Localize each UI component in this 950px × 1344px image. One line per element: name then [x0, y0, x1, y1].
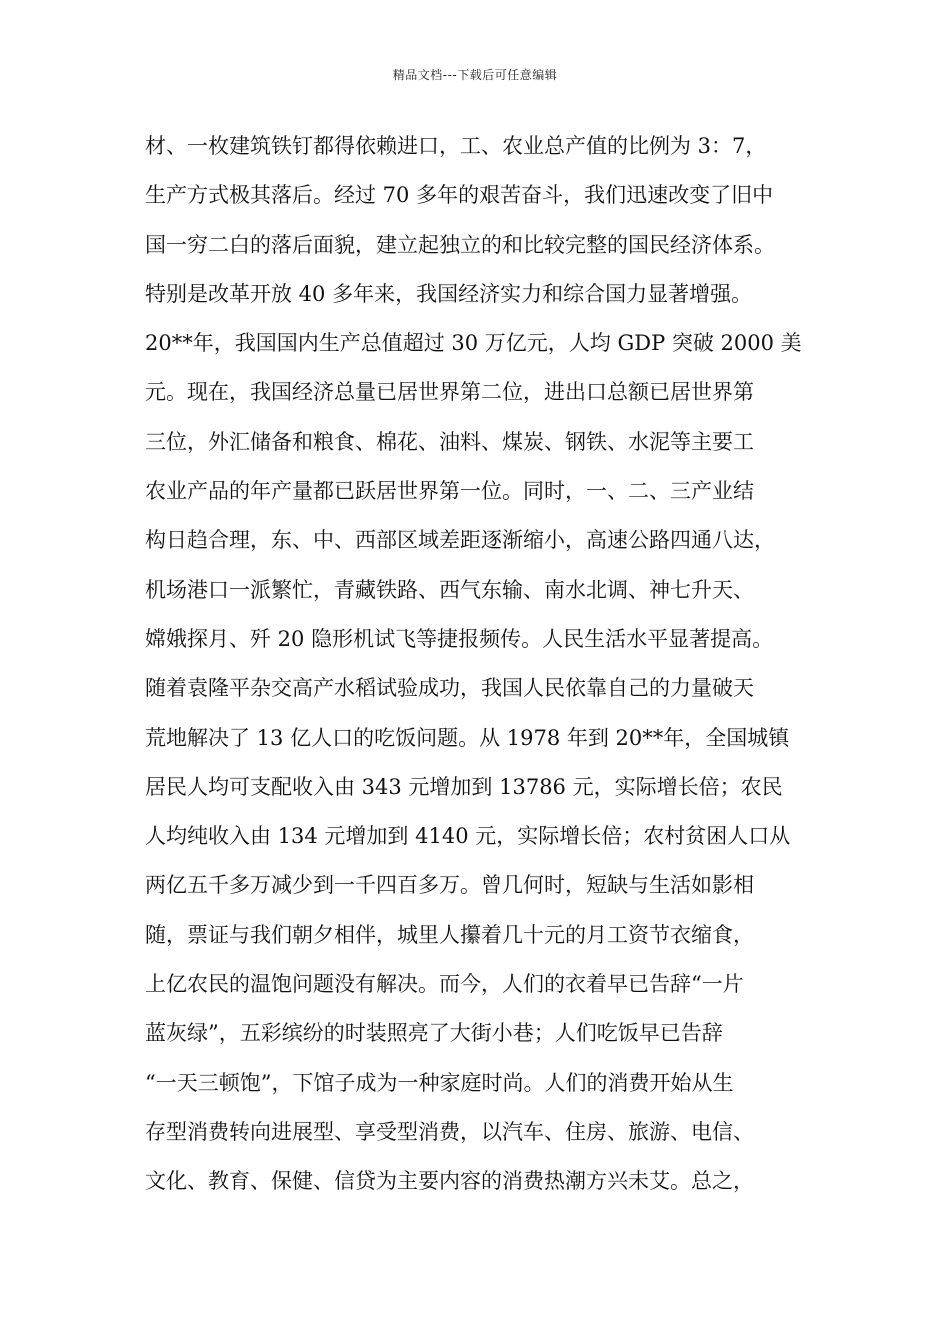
body-line: 文化、教育、保健、信贷为主要内容的消费热潮方兴未艾。总之， [145, 1169, 754, 1194]
body-line: 20**年，我国国内生产总值超过 30 万亿元，人均 GDP 突破 2000 美 [145, 331, 802, 356]
body-line: 荒地解决了 13 亿人口的吃饭问题。从 1978 年到 20**年，全国城镇 [145, 725, 790, 750]
body-line: 国一穷二白的落后面貌，建立起独立的和比较完整的国民经济体系。 [145, 232, 775, 257]
body-line: 三位，外汇储备和粮食、棉花、油料、煤炭、钢铁、水泥等主要工 [145, 429, 754, 454]
body-line: 居民人均可支配收入由 343 元增加到 13786 元，实际增长倍；农民 [145, 774, 783, 799]
body-line: 元。现在，我国经济总量已居世界第二位，进出口总额已居世界第 [145, 380, 754, 405]
page-header: 精品文档---下载后可任意编辑 [392, 68, 558, 82]
body-line: 材、一枚建筑铁钉都得依赖进口，工、农业总产值的比例为 3：7， [145, 134, 767, 158]
body-line: 构日趋合理，东、中、西部区域差距逐渐缩小，高速公路四通八达， [145, 528, 775, 553]
body-line: 存型消费转向进展型、享受型消费，以汽车、住房、旅游、电信、 [145, 1119, 754, 1144]
body-line: 随，票证与我们朝夕相伴，城里人攥着几十元的月工资节衣缩食， [145, 922, 754, 947]
body-line: 人均纯收入由 134 元增加到 4140 元，实际增长倍；农村贫困人口从 [145, 824, 791, 849]
body-line: 上亿农民的温饱问题没有解决。而今，人们的衣着早已告辞“一片 [145, 972, 744, 997]
body-line: 农业产品的年产量都已跃居世界第一位。同时，一、二、三产业结 [145, 479, 754, 504]
body-line: 蓝灰绿”，五彩缤纷的时装照亮了大街小巷；人们吃饭早已告辞 [145, 1021, 723, 1046]
body-line: 嫦娥探月、歼 20 隐形机试飞等捷报频传。人民生活水平显著提高。 [145, 626, 774, 651]
body-line: 两亿五千多万减少到一千四百多万。曾几何时，短缺与生活如影相 [145, 873, 754, 898]
body-line: 机场港口一派繁忙，青藏铁路、西气东输、南水北调、神七升天、 [145, 577, 754, 602]
body-line: 特别是改革开放 40 多年来，我国经济实力和综合国力显著增强。 [145, 281, 753, 306]
body-line: 生产方式极其落后。经过 70 多年的艰苦奋斗，我们迅速改变了旧中 [145, 183, 774, 208]
body-line: 随着袁隆平杂交高产水稻试验成功，我国人民依靠自己的力量破天 [145, 676, 754, 701]
body-line: “一天三顿饱”，下馆子成为一种家庭时尚。人们的消费开始从生 [145, 1070, 734, 1095]
document-body [145, 134, 825, 1219]
